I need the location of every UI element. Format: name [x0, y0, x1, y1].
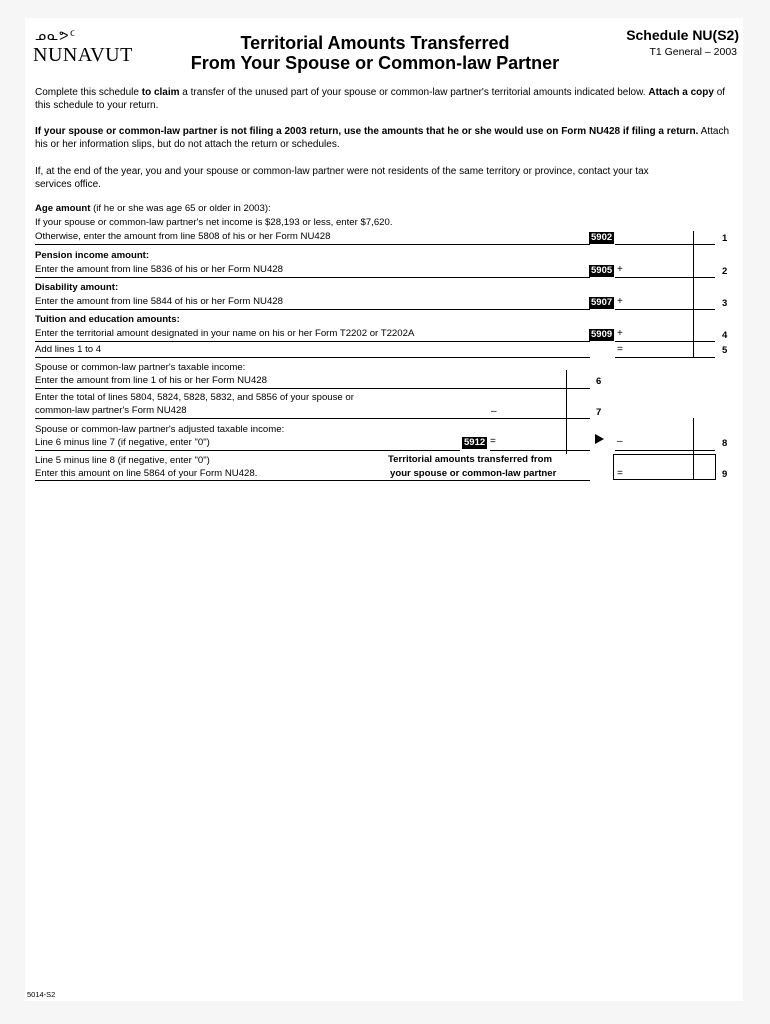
line-number-3: 3: [722, 298, 728, 309]
rule: [35, 450, 460, 451]
column-divider: [693, 231, 694, 357]
form-code: 5014-S2: [27, 990, 56, 999]
line-number-4: 4: [722, 330, 728, 341]
line9-text-1: Line 5 minus line 8 (if negative, enter "0"): [35, 455, 210, 466]
code-5907: 5907: [591, 297, 613, 308]
equals-sign: =: [617, 344, 623, 355]
field-line-2[interactable]: [615, 277, 715, 278]
adjusted-line-text: Line 6 minus line 7 (if negative, enter "0"): [35, 437, 210, 448]
field-line-6[interactable]: [490, 388, 590, 389]
line-number-2: 2: [722, 266, 728, 277]
rule: [35, 244, 590, 245]
plus-sign: +: [617, 328, 623, 339]
intro-paragraph-2: If your spouse or common-law partner is not filing a 2003 return, use the amounts that he or she would use on Form NU428 if filing a return. Attach his or her information slips, but do not attach the return or schedules.: [35, 126, 730, 150]
plus-sign: +: [617, 296, 623, 307]
intro-paragraph-1: Complete this schedule to claim a transfer of the unused part of your spouse or common-law partner's territorial amounts indicated below. Attach a copy of this schedule to your return.: [35, 87, 726, 111]
field-line-7[interactable]: [490, 418, 590, 419]
field-line-5[interactable]: [615, 357, 715, 358]
add-lines-text: Add lines 1 to 4: [35, 344, 102, 355]
line-number-7: 7: [596, 407, 602, 418]
age-instruction: If your spouse or common-law partner's net income is $28,193 or less, enter $7,620.: [35, 217, 393, 228]
line9-text-2: Enter this amount on line 5864 of your Form NU428.: [35, 468, 258, 479]
tuition-heading: Tuition and education amounts:: [35, 314, 180, 325]
equals-sign: =: [490, 436, 496, 447]
rule: [35, 357, 590, 358]
tuition-line-text: Enter the territorial amount designated in your name on his or her Form T2202 or T2202A: [35, 328, 415, 339]
taxable-heading: Spouse or common-law partner's taxable income:: [35, 362, 246, 373]
column-divider-9: [693, 455, 694, 480]
logo-nunavut: NUNAVUT: [33, 44, 133, 66]
schedule-subtitle: T1 General – 2003: [649, 46, 737, 58]
rule: [35, 388, 490, 389]
line-number-8: 8: [722, 438, 728, 449]
line-number-5: 5: [722, 345, 728, 356]
field-line-4[interactable]: [615, 341, 715, 342]
rule: [35, 480, 590, 481]
taxable-line-text: Enter the amount from line 1 of his or her Form NU428: [35, 375, 267, 386]
code-5902: 5902: [591, 232, 613, 243]
column-divider-left: [566, 370, 567, 454]
rule: [35, 418, 490, 419]
equals-sign: =: [617, 468, 623, 479]
pension-line-text: Enter the amount from line 5836 of his or her Form NU428: [35, 264, 283, 275]
field-line-8-left[interactable]: [490, 450, 590, 451]
plus-sign: +: [617, 264, 623, 275]
code-5905: 5905: [591, 265, 613, 276]
field-line-3[interactable]: [615, 309, 715, 310]
form-title-line2: From Your Spouse or Common-law Partner: [190, 53, 560, 73]
line-number-6: 6: [596, 376, 602, 387]
code-5912: 5912: [464, 437, 486, 448]
line9-label-1: Territorial amounts transferred from: [388, 454, 553, 465]
rule: [35, 277, 590, 278]
code-5909: 5909: [591, 329, 613, 340]
total-line-text-1: Enter the total of lines 5804, 5824, 5828, 5832, and 5856 of your spouse or: [35, 392, 354, 403]
column-divider-8: [693, 418, 694, 454]
form-sheet: [25, 18, 743, 1001]
line-number-1: 1: [722, 233, 728, 244]
rule: [35, 309, 590, 310]
minus-sign: –: [491, 406, 497, 417]
schedule-id: Schedule NU(S2): [626, 27, 739, 43]
adjusted-heading: Spouse or common-law partner's adjusted taxable income:: [35, 424, 285, 435]
disability-heading: Disability amount:: [35, 282, 119, 293]
minus-sign: –: [617, 436, 623, 447]
arrow-right-icon: [595, 434, 604, 444]
total-line-text-2: common-law partner's Form NU428: [35, 405, 187, 416]
logo-syllabics: ᓄᓇᕗᑦ: [35, 28, 77, 43]
form-title-line1: Territorial Amounts Transferred: [240, 33, 510, 53]
field-line-1[interactable]: [615, 244, 715, 245]
intro-paragraph-3: If, at the end of the year, you and your spouse or common-law partner were not residents of the same territory or province, contact your tax services office.: [35, 166, 649, 190]
line-number-9: 9: [722, 469, 728, 480]
age-line-text: Otherwise, enter the amount from line 5808 of his or her Form NU428: [35, 231, 331, 242]
rule: [35, 341, 590, 342]
total-transfer-field[interactable]: [613, 454, 716, 480]
line9-label-2: your spouse or common-law partner: [390, 468, 557, 479]
disability-line-text: Enter the amount from line 5844 of his or her Form NU428: [35, 296, 283, 307]
pension-heading: Pension income amount:: [35, 250, 150, 261]
age-heading: Age amount (if he or she was age 65 or older in 2003):: [35, 203, 271, 214]
field-line-8[interactable]: [615, 450, 715, 451]
